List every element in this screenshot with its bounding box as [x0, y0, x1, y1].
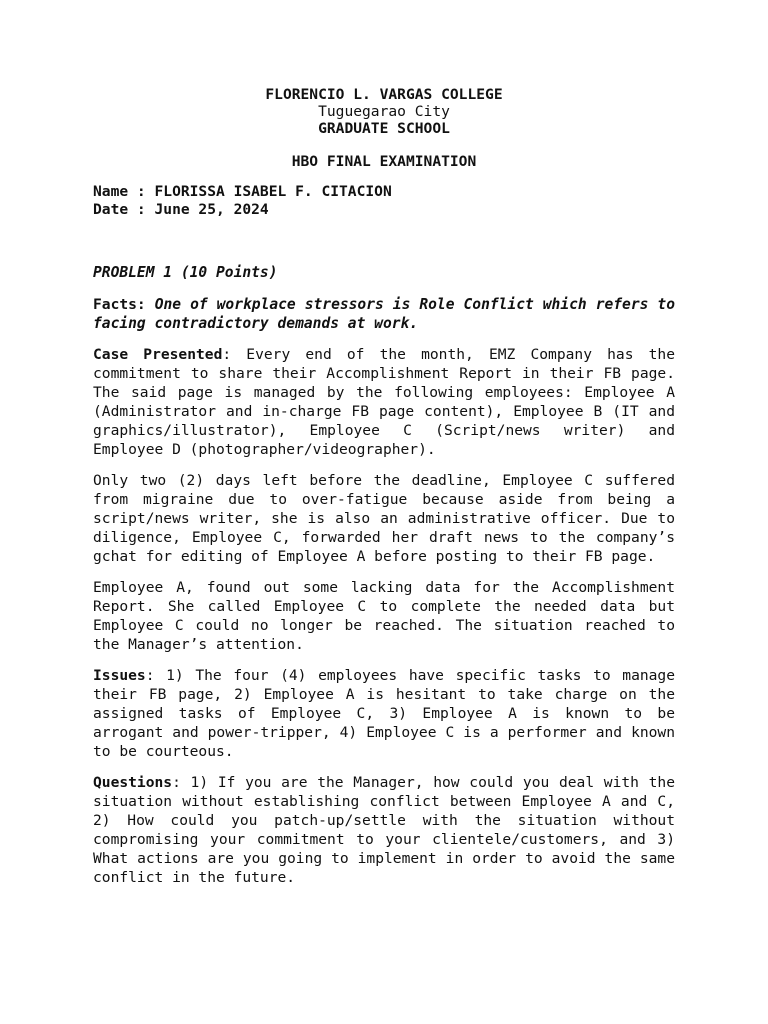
facts-paragraph	[93, 295, 675, 333]
questions-text: : 1) If you are the Manager, how could you deal with the situation without establishing conflict between Employee A and C, 2) How could you patch-up/settle with the situation without compromising your commitment to your clientele/customers, and 3) What actions are you going to implement in order to avoid the same conflict in the future.	[93, 774, 675, 886]
issues-paragraph	[93, 666, 675, 761]
document-header	[93, 86, 675, 137]
facts-label: Facts:	[93, 296, 146, 313]
problem-title: PROBLEM 1 (10 Points)	[93, 264, 278, 281]
issues-label: Issues	[93, 667, 146, 684]
student-meta	[93, 183, 675, 219]
date-line: Date : June 25, 2024	[93, 201, 269, 218]
facts-text: One of workplace stressors is Role Conflict which refers to facing contradictory demands at work.	[93, 296, 675, 332]
case-text: : Every end of the month, EMZ Company has the commitment to share their Accomplishment Report in their FB page. The said page is managed by the following employees: Employee A (Administrator and in-charge FB page content), Employee B (IT and graphics/illustrator), Employee C (Script/news writer) and Employee D (photographer/videographer).	[93, 346, 675, 458]
exam-title: HBO FINAL EXAMINATION	[291, 153, 477, 170]
case-label: Case Presented	[93, 346, 223, 363]
questions-paragraph	[93, 773, 675, 887]
name-line: Name : FLORISSA ISABEL F. CITACION	[93, 183, 392, 200]
case-paragraph	[93, 345, 675, 459]
college-city: Tuguegarao City	[318, 103, 450, 120]
school-name: GRADUATE SCHOOL	[318, 120, 450, 137]
paragraph-deadline: Only two (2) days left before the deadline, Employee C suffered from migraine due to over-fatigue because aside from being a script/news writer, she is also an administrative officer. Due to diligence, Employee C, forwarded her draft news to the company’s gchat for editing of Employee A before posting to their FB page.	[93, 472, 675, 565]
questions-label: Questions	[93, 774, 173, 791]
document-page	[93, 86, 675, 887]
college-name: FLORENCIO L. VARGAS COLLEGE	[265, 86, 503, 103]
issues-text: : 1) The four (4) employees have specific tasks to manage their FB page, 2) Employee A is hesitant to take charge on the assigned tasks of Employee C, 3) Employee A is known to be arrogant and power-tripper, 4) Employee C is a performer and known to be courteous.	[93, 667, 675, 760]
paragraph-lacking-data: Employee A, found out some lacking data for the Accomplishment Report. She called Employee C to complete the needed data but Employee C could no longer be reached. The situation reached to the Manager’s attention.	[93, 579, 675, 653]
